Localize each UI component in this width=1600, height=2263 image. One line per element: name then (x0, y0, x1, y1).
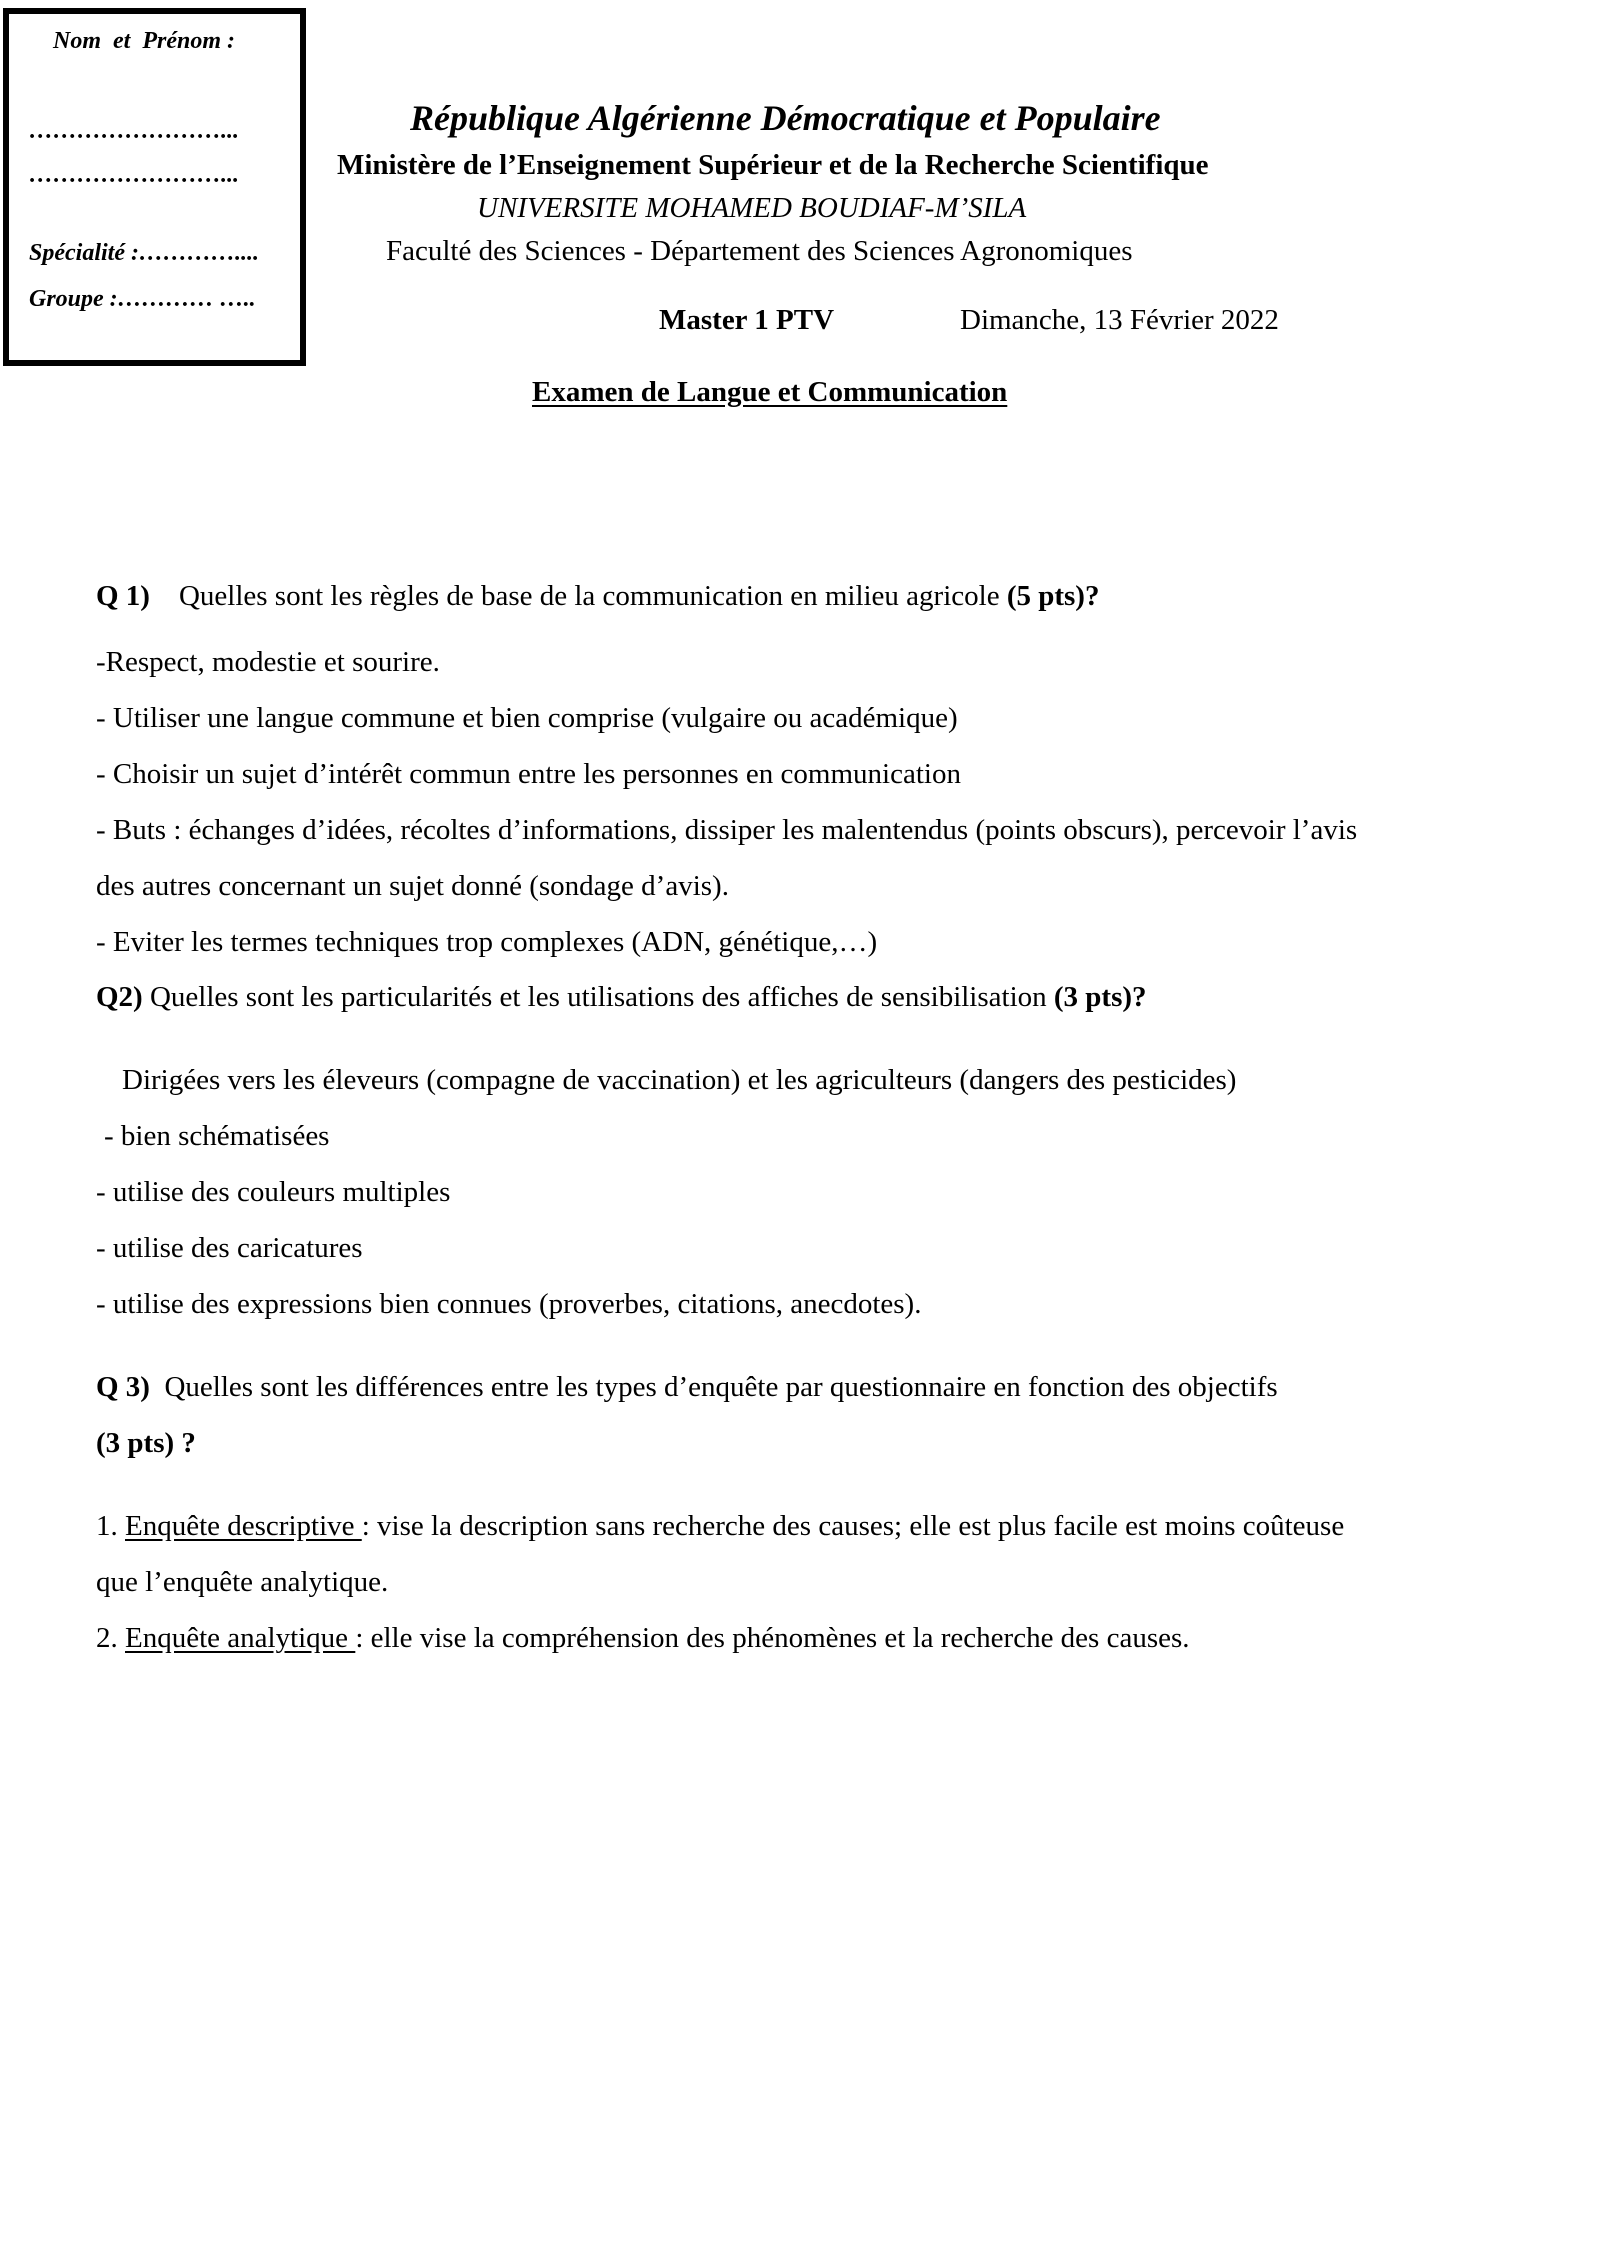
answer-1-line: - Choisir un sujet d’intérêt commun entre les personnes en communication (96, 758, 961, 790)
exam-title: Examen de Langue et Communication (532, 376, 1008, 408)
question-3 (96, 1371, 1278, 1404)
answer-2-line: - utilise des couleurs multiples (96, 1176, 451, 1208)
question-1 (96, 580, 1099, 613)
answer-2-line: Dirigées vers les éleveurs (compagne de vaccination) et les agriculteurs (dangers des pesticides) (122, 1064, 1237, 1096)
specialite-field: Spécialité :………….... (29, 240, 259, 266)
answer-1-line: - Eviter les termes techniques trop complexes (ADN, génétique,…) (96, 926, 878, 958)
answer-3-item-1-number: 1. (96, 1510, 125, 1542)
answer-3-item-1-text: : vise la description sans recherche des causes; elle est plus facile est moins coûteuse (361, 1510, 1345, 1542)
question-2-label: Q2) (96, 981, 143, 1013)
answer-2-line: - bien schématisées (104, 1120, 330, 1152)
answer-2-line: - utilise des caricatures (96, 1232, 363, 1264)
groupe-field: Groupe :………… ….. (29, 286, 256, 312)
name-dots-1: ……………………... (29, 118, 239, 144)
answer-1-line: -Respect, modestie et sourire. (96, 646, 440, 678)
name-dots-2: ……………………... (29, 162, 239, 188)
university-title: UNIVERSITE MOHAMED BOUDIAF-M’SILA (477, 192, 1027, 224)
answer-3-item-2-term: Enquête analytique (125, 1622, 356, 1654)
exam-date: Dimanche, 13 Février 2022 (960, 304, 1279, 336)
ministry-title: Ministère de l’Enseignement Supérieur et de la Recherche Scientifique (337, 149, 1209, 181)
name-label: Nom et Prénom : (53, 28, 235, 54)
question-1-label: Q 1) (96, 580, 150, 612)
question-2-points: (3 pts)? (1053, 981, 1147, 1013)
answer-1-line: - Buts : échanges d’idées, récoltes d’informations, dissiper les malentendus (points obscurs), percevoir l’avis (96, 814, 1358, 846)
faculty-title: Faculté des Sciences - Département des Sciences Agronomiques (386, 235, 1133, 267)
student-info-box (3, 8, 306, 366)
answer-3-item-2-text: : elle vise la compréhension des phénomènes et la recherche des causes. (355, 1622, 1190, 1654)
answer-1-line: des autres concernant un sujet donné (sondage d’avis). (96, 870, 729, 902)
question-3-text: Quelles sont les différences entre les types d’enquête par questionnaire en fonction des objectifs (164, 1371, 1278, 1403)
answer-3-item-2-number: 2. (96, 1622, 125, 1654)
republic-title: République Algérienne Démocratique et Populaire (410, 98, 1161, 138)
question-2-text: Quelles sont les particularités et les utilisations des affiches de sensibilisation (142, 981, 1054, 1013)
answer-2-line: - utilise des expressions bien connues (proverbes, citations, anecdotes). (96, 1288, 922, 1320)
question-2 (96, 981, 1147, 1014)
answer-3-item-1-term: Enquête descriptive (125, 1510, 362, 1542)
answer-3-item-2 (96, 1622, 1190, 1655)
question-3-points: (3 pts) ? (96, 1427, 196, 1459)
question-3-label: Q 3) (96, 1371, 150, 1403)
question-1-points: (5 pts)? (1006, 580, 1100, 612)
answer-3-item-1 (96, 1510, 1344, 1543)
class-label: Master 1 PTV (659, 304, 835, 336)
answer-3-item-1-cont: que l’enquête analytique. (96, 1566, 389, 1598)
question-1-text: Quelles sont les règles de base de la communication en milieu agricole (178, 580, 1007, 612)
answer-1-line: - Utiliser une langue commune et bien comprise (vulgaire ou académique) (96, 702, 958, 734)
